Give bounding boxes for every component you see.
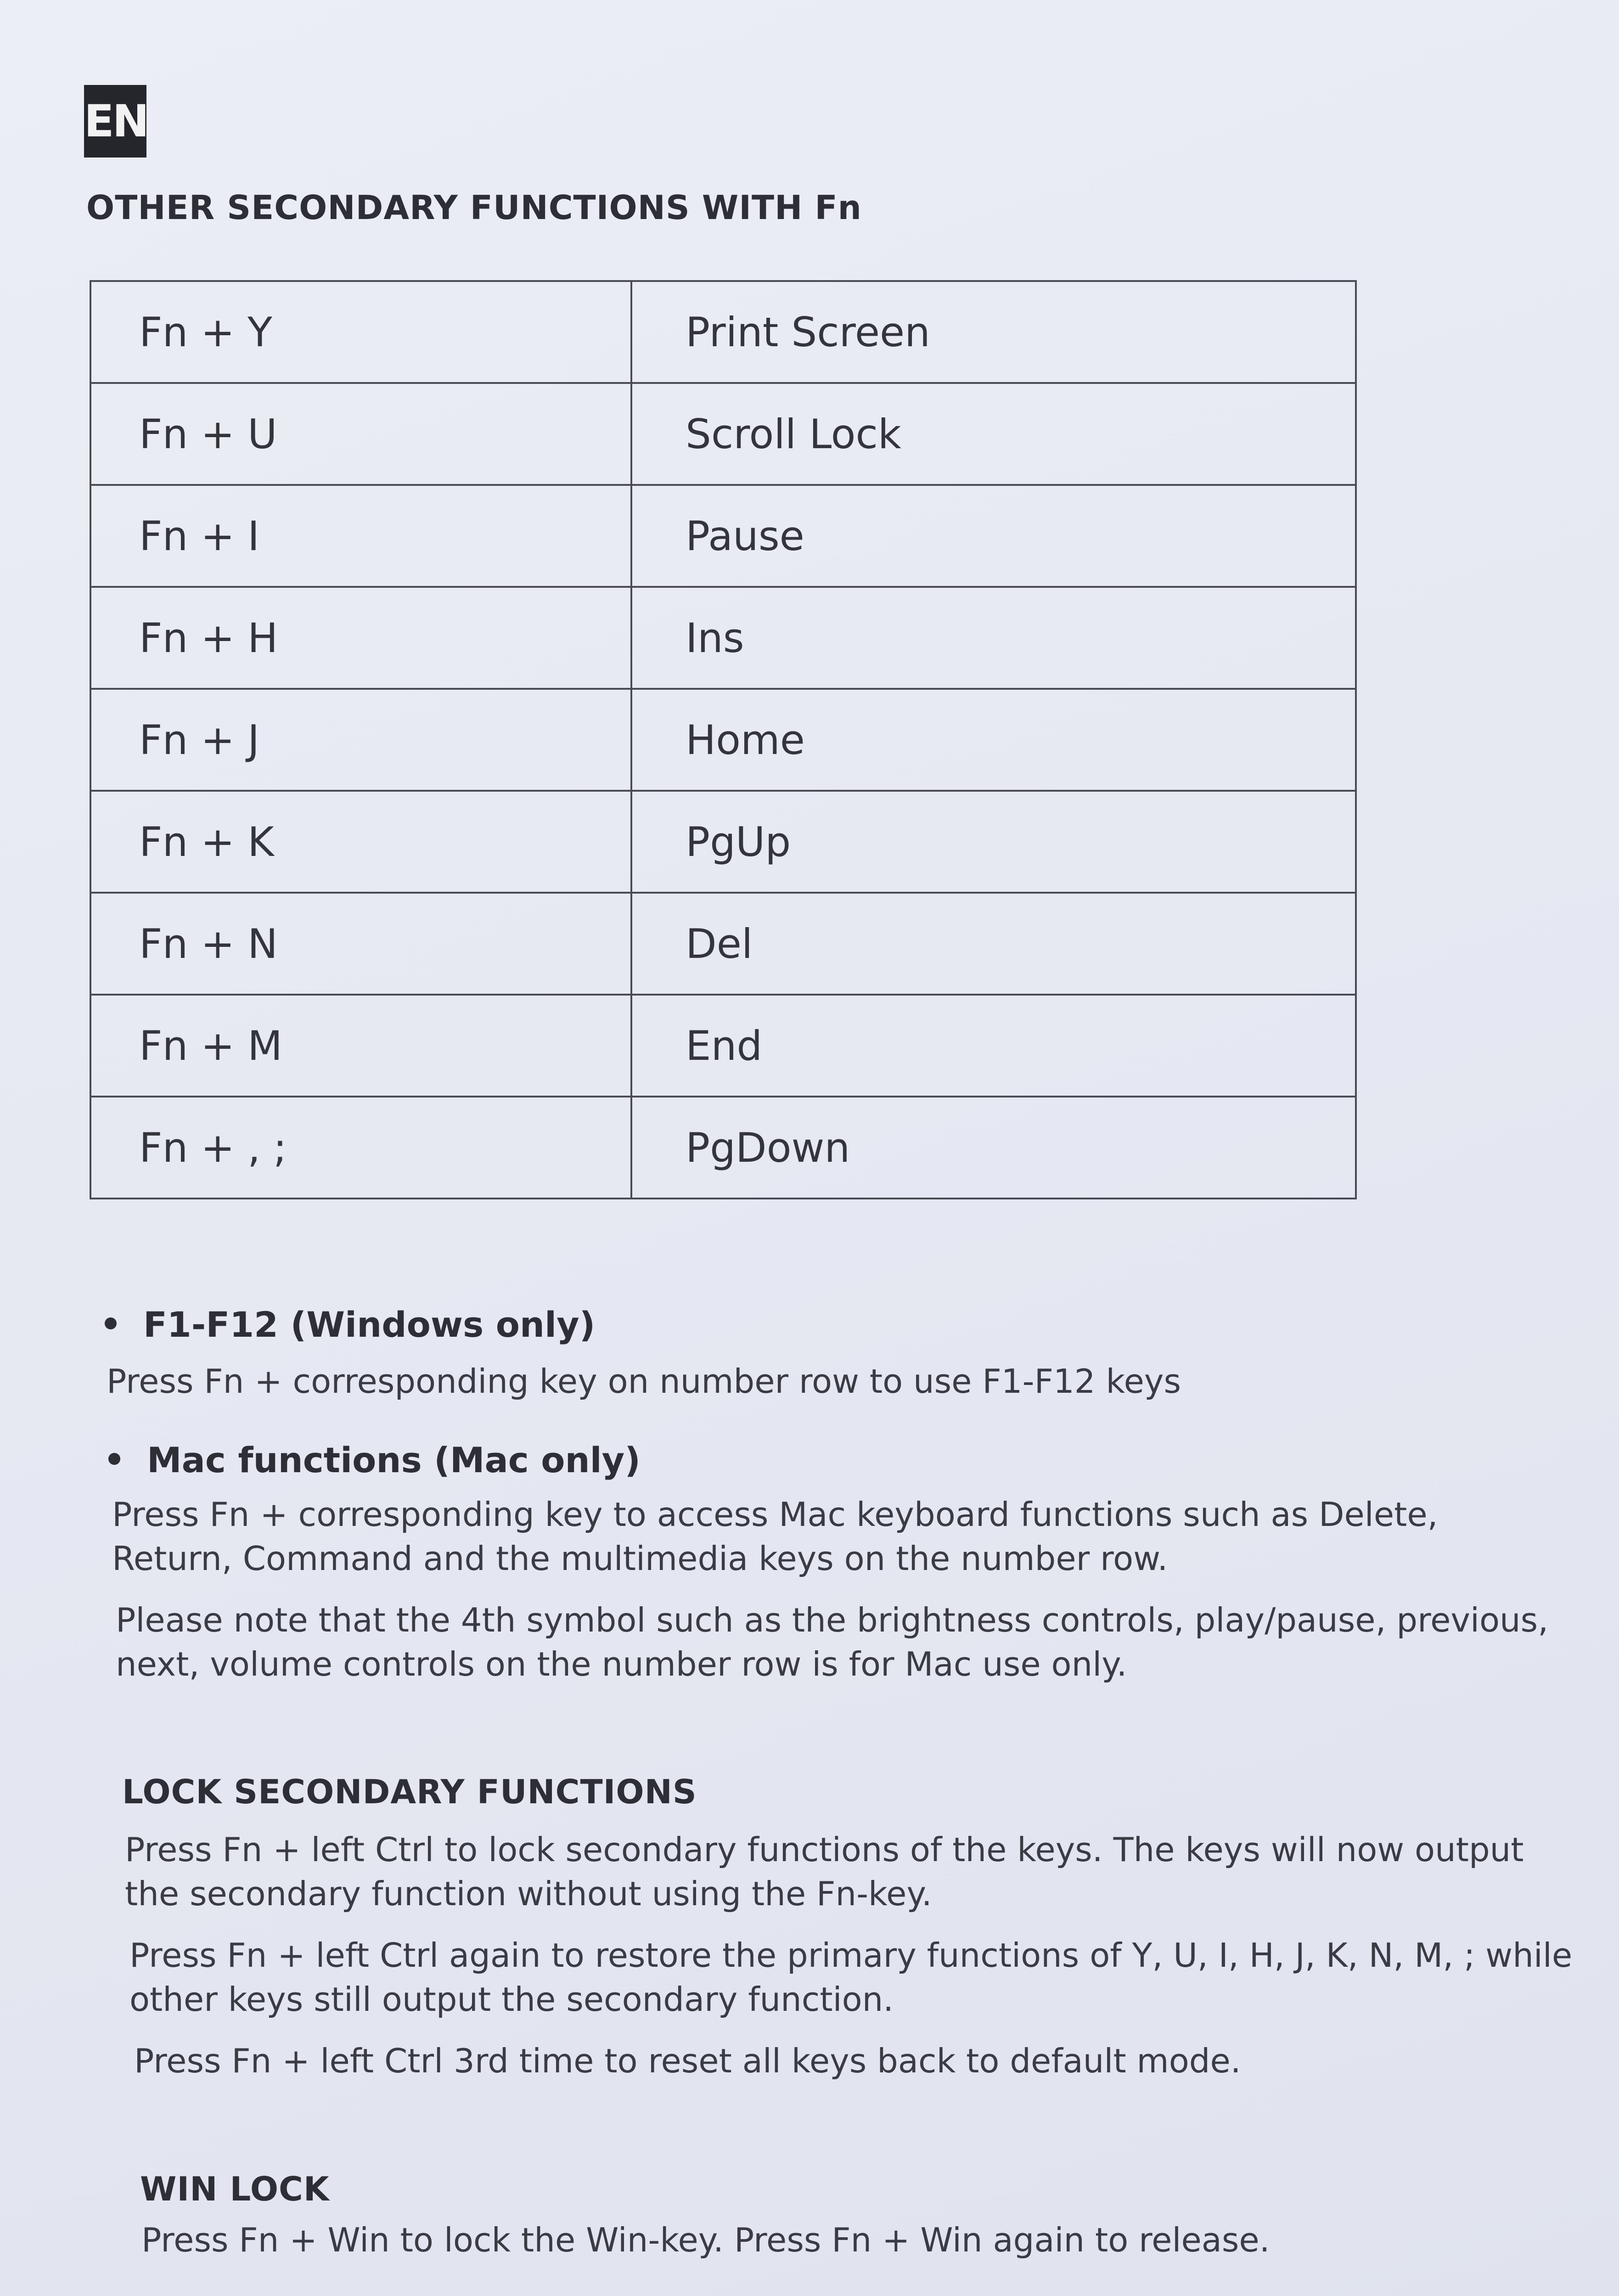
shortcut-key-cell: Fn + J: [90, 689, 631, 791]
shortcut-function-cell: Ins: [631, 587, 1356, 689]
shortcut-function-cell: Pause: [631, 485, 1356, 587]
shortcut-function-cell: Print Screen: [631, 281, 1356, 383]
shortcut-function-cell: PgDown: [631, 1097, 1356, 1199]
f1-f12-description: Press Fn + corresponding key on number row to use F1-F12 keys: [107, 1362, 1181, 1401]
mac-functions-note: Please note that the 4th symbol such as the brightness controls, play/pause, previous, next, volume controls on the number row is for Mac use only.: [116, 1601, 1549, 1683]
table-row: [90, 281, 1356, 383]
bullet-dot-icon: [108, 1453, 120, 1465]
shortcut-key-cell: Fn + N: [90, 893, 631, 995]
shortcut-function-cell: Del: [631, 893, 1356, 995]
table-row: [90, 893, 1356, 995]
mac-functions-description: Press Fn + corresponding key to access Mac keyboard functions such as Delete, Return, Command and the multimedia keys on the number row.: [112, 1495, 1438, 1578]
table-row: [90, 587, 1356, 689]
lock-instruction-3: Press Fn + left Ctrl 3rd time to reset all keys back to default mode.: [134, 2042, 1241, 2080]
lock-instruction-2: Press Fn + left Ctrl again to restore the primary functions of Y, U, I, H, J, K, N, M, ; while other keys still output the secondary function.: [129, 1936, 1573, 2019]
fn-section-title: OTHER SECONDARY FUNCTIONS WITH Fn: [86, 188, 862, 227]
shortcut-function-cell: Home: [631, 689, 1356, 791]
shortcut-key-cell: Fn + , ;: [90, 1097, 631, 1199]
shortcut-key-cell: Fn + H: [90, 587, 631, 689]
f1-f12-heading-text: F1-F12 (Windows only): [143, 1304, 596, 1345]
mac-functions-heading-text: Mac functions (Mac only): [147, 1440, 641, 1480]
shortcut-key-cell: Fn + K: [90, 791, 631, 893]
win-lock-instruction: Press Fn + Win to lock the Win-key. Press Fn + Win again to release.: [141, 2221, 1270, 2259]
lock-instruction-1: Press Fn + left Ctrl to lock secondary functions of the keys. The keys will now output the secondary function without using the Fn-key.: [125, 1830, 1524, 1913]
lock-section-title: LOCK SECONDARY FUNCTIONS: [122, 1773, 697, 1811]
shortcut-function-cell: Scroll Lock: [631, 383, 1356, 485]
shortcut-key-cell: Fn + U: [90, 383, 631, 485]
shortcut-key-cell: Fn + M: [90, 995, 631, 1097]
win-lock-title: WIN LOCK: [140, 2170, 330, 2208]
mac-functions-heading: [108, 1440, 641, 1480]
shortcut-key-cell: Fn + Y: [90, 281, 631, 383]
table-row: [90, 485, 1356, 587]
table-row: [90, 383, 1356, 485]
shortcut-function-cell: PgUp: [631, 791, 1356, 893]
table-row: [90, 995, 1356, 1097]
table-row: [90, 791, 1356, 893]
shortcut-key-cell: Fn + I: [90, 485, 631, 587]
shortcut-function-cell: End: [631, 995, 1356, 1097]
f1-f12-heading: [105, 1304, 595, 1345]
fn-shortcut-table: [90, 280, 1357, 1199]
table-row: [90, 689, 1356, 791]
language-badge: EN: [84, 85, 146, 158]
table-row: [90, 1097, 1356, 1199]
bullet-dot-icon: [105, 1317, 117, 1329]
